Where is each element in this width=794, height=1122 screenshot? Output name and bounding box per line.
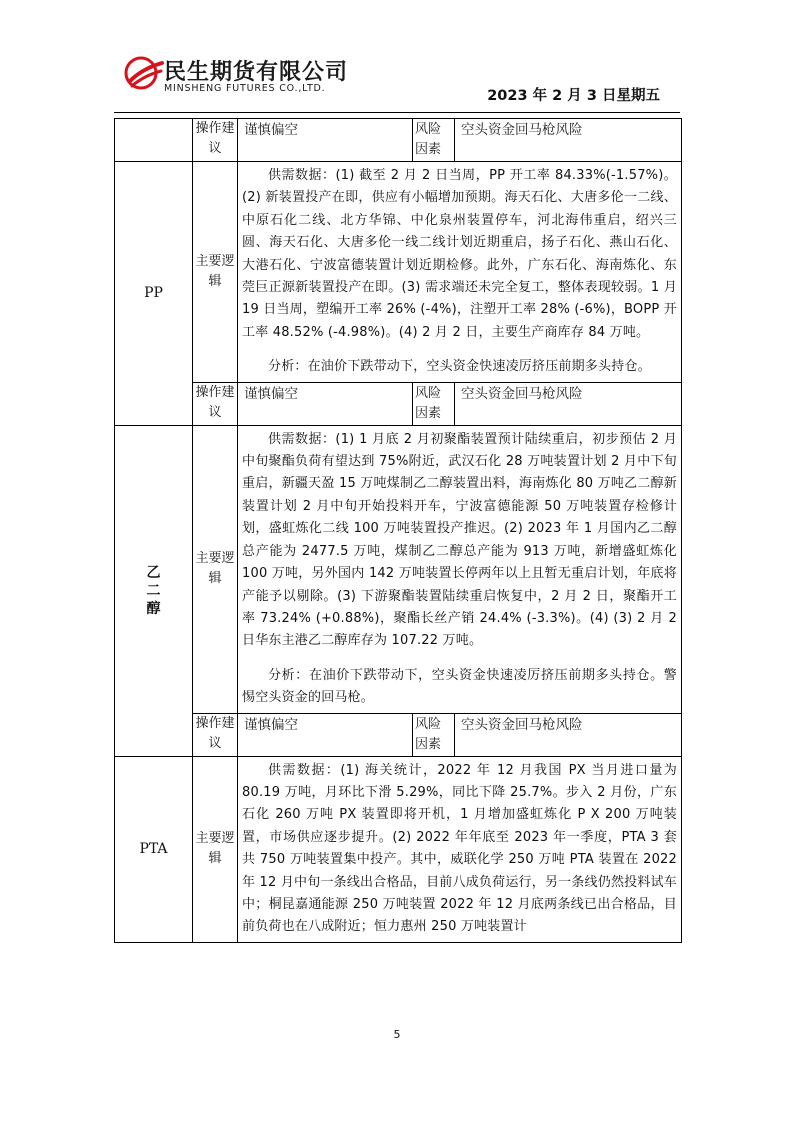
risk-label: 风险因素 <box>413 382 455 425</box>
empty-product-cell <box>115 119 193 162</box>
company-name-cn: 民生期货有限公司 <box>164 60 349 85</box>
commodity-table <box>114 118 682 943</box>
risk-label: 风险因素 <box>413 713 455 756</box>
meg-op-row <box>115 713 682 756</box>
op-value: 谨慎偏空 <box>238 382 413 425</box>
risk-value: 空头资金回马枪风险 <box>455 713 682 756</box>
product-pta: PTA <box>115 756 193 942</box>
product-meg-name: 乙二醇 <box>146 564 161 617</box>
meg-logic-content <box>238 425 682 713</box>
meg-supply-text: 供需数据：(1) 1 月底 2 月初聚酯装置预计陆续重启，初步预估 2 月中旬聚酯负荷有望达到 75%附近，武汉石化 28 万吨装置计划 2 月中下旬重启，新疆天盈 15 万吨煤制乙二醇装置出料，海南炼化 80 万吨乙二醇新装置计划 2 月中旬开始投料开车，宁波富德能源 50 万吨装置存检修计划，盛虹炼化二线 100 万吨装置投产推迟。(2) 2023 年 1 月国内乙二醇总产能为 2477.5 万吨，煤制乙二醇总产能为 913 万吨，新增盛虹炼化 100 万吨，另外国内 142 万吨装置长停两年以上且暂无重启计划，年底将产能予以剔除。(3) 下游聚酯装置陆续重启恢复中，2 月 2 日，聚酯开工率 73.24% (+0.88%)，聚酯长丝产销 24.4% (-3.3%)。(4) (3) 2 月 2 日华东主港乙二醇库存为 107.22 万吨。 <box>242 431 677 649</box>
op-label: 操作建议 <box>193 382 238 425</box>
risk-value: 空头资金回马枪风险 <box>455 382 682 425</box>
logic-label: 主要逻辑 <box>193 756 238 942</box>
pta-logic-content <box>238 756 682 942</box>
pta-logic-row <box>115 756 682 942</box>
page-header <box>0 0 794 110</box>
op-label: 操作建议 <box>193 713 238 756</box>
top-op-row <box>115 119 682 162</box>
pp-op-row <box>115 382 682 425</box>
minsheng-logo-icon <box>124 55 164 91</box>
header-rule <box>114 112 680 113</box>
op-label: 操作建议 <box>193 119 238 162</box>
op-value: 谨慎偏空 <box>238 713 413 756</box>
pta-supply-text: 供需数据：(1) 海关统计，2022 年 12 月我国 PX 当月进口量为 80.19 万吨，月环比下滑 5.29%，同比下降 25.7%。步入 2 月份，广东石化 260 万吨 PX 装置即将开机，1 月增加盛虹炼化 P X 200 万吨装置，市场供应逐步提升。(2) 2022 年年底至 2023 年一季度，PTA 3 套共 750 万吨装置集中投产。其中，威联化学 250 万吨 PTA 装置在 2022 年 12 月中旬一条线出合格品，目前八成负荷运行，另一条线仍然投料试车中；桐昆嘉通能源 250 万吨装置 2022 年 12 月底两条线已出合格品，目前负荷也在八成附近；恒力惠州 250 万吨装置计 <box>242 762 677 935</box>
report-date: 2023 年 2 月 3 日星期五 <box>487 88 660 104</box>
pp-analysis-text: 分析：在油价下跌带动下，空头资金快速凌厉挤压前期多头持仓。 <box>268 359 651 375</box>
company-name-en: MINSHENG FUTURES CO.,LTD. <box>164 83 326 94</box>
logic-label: 主要逻辑 <box>193 425 238 713</box>
product-pp: PP <box>115 162 193 426</box>
product-meg <box>115 425 193 756</box>
meg-logic-row <box>115 425 682 713</box>
op-value: 谨慎偏空 <box>238 119 413 162</box>
page-number: 5 <box>393 1028 401 1041</box>
risk-label: 风险因素 <box>413 119 455 162</box>
pp-supply-text: 供需数据：(1) 截至 2 月 2 日当周，PP 开工率 84.33%(-1.57%)。(2) 新装置投产在即，供应有小幅增加预期。海天石化、大唐多伦一二线、中原石化二线、北方华锦、中化泉州装置停车，河北海伟重启，绍兴三圆、海天石化、大唐多伦一线二线计划近期重启，扬子石化、燕山石化、大港石化、宁波富德装置计划近期检修。此外，广东石化、海南炼化、东莞巨正源新装置投产在即。(3) 需求端还未完全复工，整体表现较弱。1 月 19 日当周，塑编开工率 26% (-4%)，注塑开工率 28% (-6%)，BOPP 开工率 48.52% (-4.98%)。(4) 2 月 2 日，主要生产商库存 84 万吨。 <box>242 168 677 340</box>
meg-analysis-text: 分析：在油价下跌带动下，空头资金快速凌厉挤压前期多头持仓。警惕空头资金的回马枪。 <box>242 667 677 706</box>
pp-logic-content <box>238 162 682 383</box>
pp-logic-row <box>115 162 682 383</box>
risk-value: 空头资金回马枪风险 <box>455 119 682 162</box>
logic-label: 主要逻辑 <box>193 162 238 383</box>
